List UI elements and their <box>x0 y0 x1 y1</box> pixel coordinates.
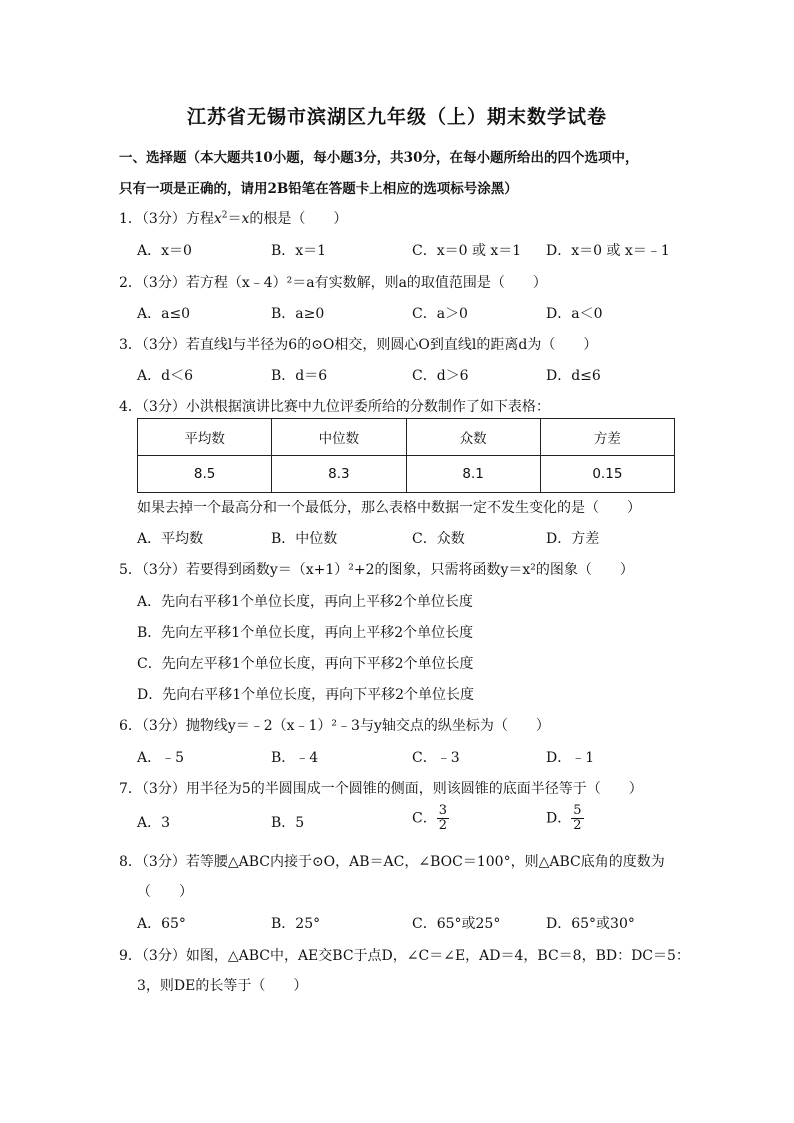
q7-option-c: C． $\frac{3}{2}$ <box>412 803 447 833</box>
question-3: 3．（3分）若直线l与半径为6的⊙O相交，则圆心O到直线l的距离d为（ ） <box>119 337 598 353</box>
table-cell: 8.3 <box>272 456 406 493</box>
question-4: 4．（3分）小洪根据演讲比赛中九位评委所给的分数制作了如下表格： <box>119 399 550 415</box>
q5-option-d: D．先向右平移1个单位长度，再向下平移2个单位长度 <box>137 687 475 703</box>
section-instructions-line1: 一、选择题（本大题共10小题，每小题3分，共30分，在每小题所给出的四个选项中， <box>119 150 639 166</box>
q2-option-c: C．a＞0 <box>412 306 468 322</box>
q4-option-b: B．中位数 <box>271 531 338 547</box>
question-8-line2: （ ） <box>137 884 193 900</box>
table-header-cell: 方差 <box>540 419 674 456</box>
page-title: 江苏省无锡市滨湖区九年级（上）期末数学试卷 <box>186 106 607 128</box>
question-2: 2．（3分）若方程（x﹣4）²＝a有实数解，则a的取值范围是（ ） <box>119 275 547 291</box>
question-9-line2: 3，则DE的长等于（ ） <box>137 978 308 994</box>
q4-option-c: C．众数 <box>412 531 465 547</box>
score-statistics-table <box>137 418 675 493</box>
q1-option-b: B．x＝1 <box>271 243 327 259</box>
table-header-cell: 平均数 <box>138 419 272 456</box>
q7-option-b: B．5 <box>271 815 305 831</box>
q8-option-c: C．65°或25° <box>412 916 501 932</box>
question-1: 1．（3分）方程$x^2=x$的根是（ ） <box>119 210 348 227</box>
question-7: 7．（3分）用半径为5的半圆围成一个圆锥的侧面，则该圆锥的底面半径等于（ ） <box>119 781 643 797</box>
table-cell: 8.5 <box>138 456 272 493</box>
table-cell: 0.15 <box>540 456 674 493</box>
q4-option-d: D．方差 <box>546 531 600 547</box>
q5-option-a: A．先向右平移1个单位长度，再向上平移2个单位长度 <box>137 594 473 610</box>
q3-option-a: A．d＜6 <box>137 368 193 384</box>
q1-option-a: A．x＝0 <box>137 243 192 259</box>
question-9-line1: 9．（3分）如图，△ABC中，AE交BC于点D，∠C＝∠E，AD＝4，BC＝8，BD：DC＝5： <box>119 948 690 964</box>
q7-option-d: D． $\frac{5}{2}$ <box>546 803 582 833</box>
q2-option-a: A．a≤0 <box>137 306 191 322</box>
table-header-cell: 中位数 <box>272 419 406 456</box>
fraction-five-halves: $\frac{5}{2}$ <box>573 803 582 833</box>
q3-option-c: C．d＞6 <box>412 368 469 384</box>
q1-option-d: D．x＝0 或 x＝﹣1 <box>546 243 670 259</box>
q6-option-a: A．﹣5 <box>137 750 185 766</box>
q7-option-a: A．3 <box>137 815 171 831</box>
q8-option-b: B．25° <box>271 916 321 932</box>
question-8-line1: 8．（3分）若等腰△ABC内接于⊙O，AB＝AC，∠BOC＝100°，则△ABC底角的度数为 <box>119 854 665 870</box>
table-header-cell: 众数 <box>406 419 540 456</box>
question-5: 5．（3分）若要得到函数y＝（x+1）²+2的图象，只需将函数y＝x²的图象（ ） <box>119 562 634 578</box>
q6-option-b: B．﹣4 <box>271 750 319 766</box>
table-row <box>138 456 675 493</box>
q3-option-d: D．d≤6 <box>546 368 601 384</box>
question-6: 6．（3分）抛物线y＝﹣2（x﹣1）²﹣3与y轴交点的纵坐标为（ ） <box>119 718 550 734</box>
table-cell: 8.1 <box>406 456 540 493</box>
q4-option-a: A．平均数 <box>137 531 204 547</box>
q2-option-d: D．a＜0 <box>546 306 603 322</box>
section-instructions-line2: 只有一项是正确的，请用2B铅笔在答题卡上相应的选项标号涂黑） <box>119 181 518 197</box>
q5-option-c: C．先向左平移1个单位长度，再向下平移2个单位长度 <box>137 656 474 672</box>
fraction-three-halves: $\frac{3}{2}$ <box>438 803 447 833</box>
q8-option-d: D．65°或30° <box>546 916 635 932</box>
table-header-row <box>138 419 675 456</box>
question-4-followup: 如果去掉一个最高分和一个最低分，那么表格中数据一定不发生变化的是（ ） <box>137 500 641 516</box>
q8-option-a: A．65° <box>137 916 186 932</box>
q5-option-b: B．先向左平移1个单位长度，再向上平移2个单位长度 <box>137 625 474 641</box>
q6-option-d: D．﹣1 <box>546 750 595 766</box>
q1-option-c: C．x＝0 或 x＝1 <box>412 243 522 259</box>
q2-option-b: B．a≥0 <box>271 306 325 322</box>
q3-option-b: B．d＝6 <box>271 368 328 384</box>
q6-option-c: C．﹣3 <box>412 750 460 766</box>
